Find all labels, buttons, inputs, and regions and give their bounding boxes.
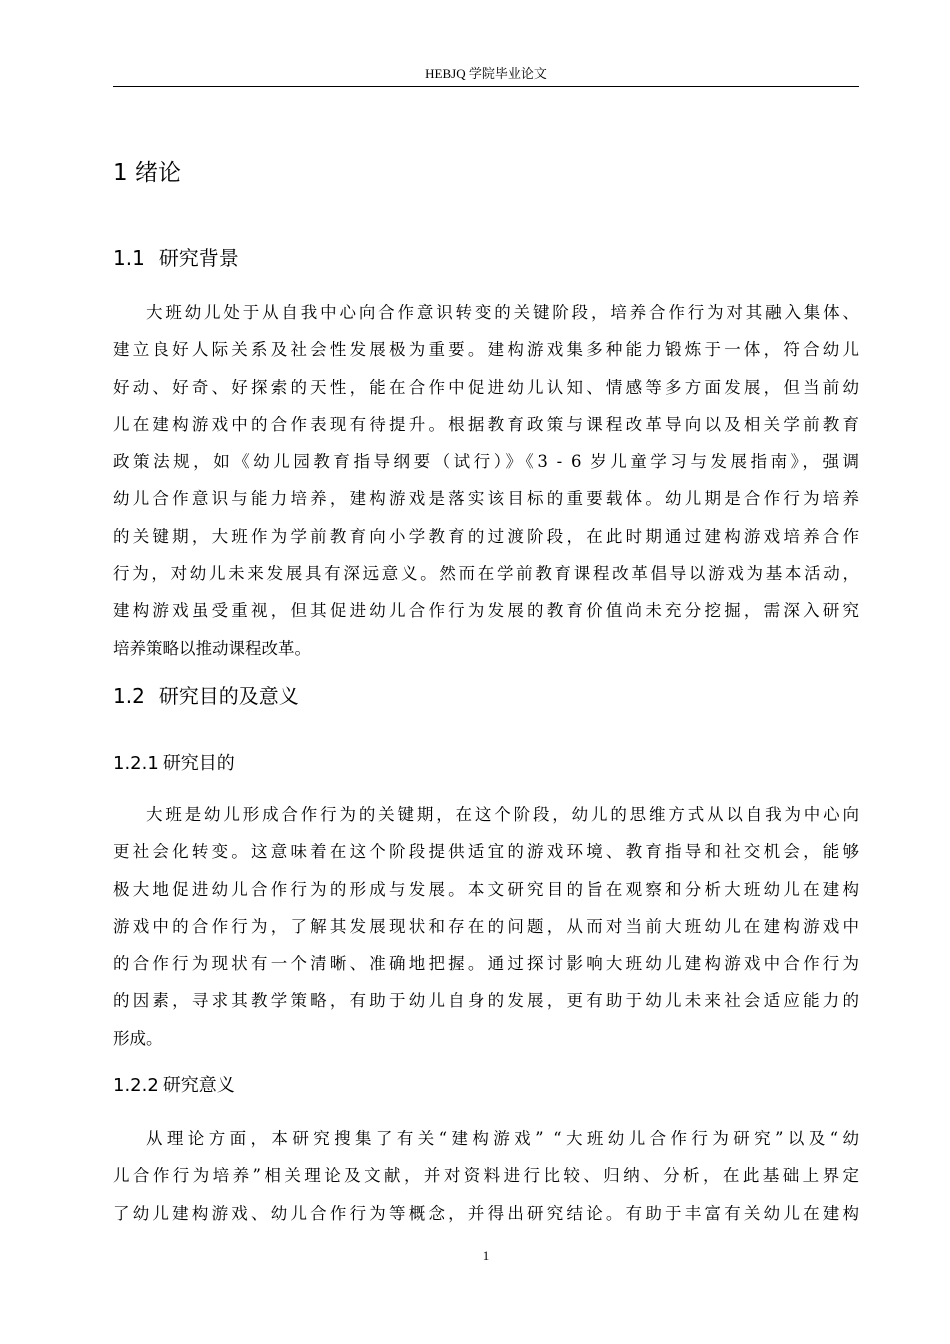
paragraph-line: 大班幼儿处于从自我中心向合作意识转变的关键阶段，培养合作行为对其融入集体、 <box>146 303 859 322</box>
paragraph-line: 好动、好奇、好探索的天性，能在合作中促进幼儿认知、情感等多方面发展，但当前幼 <box>113 377 859 397</box>
paragraph-research-significance <box>113 1120 859 1232</box>
section-title: 研究目的及意义 <box>158 684 299 708</box>
paragraph-line: 政策法规，如《幼儿园教育指导纲要（试行）》《3 - 6 岁儿童学习与发展指南》，强调 <box>113 452 859 472</box>
subsection-title: 研究目的 <box>162 753 235 774</box>
running-header: HEBJQ 学院毕业论文 <box>425 66 547 81</box>
paragraph-line: 从理论方面，本研究搜集了有关“建构游戏” “大班幼儿合作行为研究”以及“幼 <box>146 1129 859 1148</box>
paragraph-line: 建立良好人际关系及社会性发展极为重要。建构游戏集多种能力锻炼于一体，符合幼儿 <box>113 340 859 360</box>
subsection-number: 1.2.2 <box>113 1075 159 1096</box>
paragraph-line: 培养策略以推动课程改革。 <box>113 638 311 658</box>
paragraph-line: 游戏中的合作行为，了解其发展现状和存在的问题，从而对当前大班幼儿在建构游戏中 <box>113 916 859 936</box>
paragraph-line: 幼儿合作意识与能力培养，建构游戏是落实该目标的重要载体。幼儿期是合作行为培养 <box>113 489 859 509</box>
subsection-title: 研究意义 <box>162 1075 235 1096</box>
paragraph-line: 的合作行为现状有一个清晰、准确地把握。通过探讨影响大班幼儿建构游戏中合作行为 <box>113 954 859 974</box>
chapter-title: 1 绪论 <box>113 160 181 186</box>
section-heading-1-1 <box>113 244 239 272</box>
subsection-number: 1.2.1 <box>113 753 159 774</box>
section-heading-1-2 <box>113 682 299 710</box>
section-title: 研究背景 <box>158 246 239 270</box>
paragraph-research-purpose <box>113 796 859 1057</box>
paragraph-line: 行为，对幼儿未来发展具有深远意义。然而在学前教育课程改革倡导以游戏为基本活动， <box>113 564 859 584</box>
page-number: 1 <box>482 1248 490 1263</box>
subsection-heading-1-2-1 <box>113 751 235 777</box>
paragraph-line: 大班是幼儿形成合作行为的关键期，在这个阶段，幼儿的思维方式从以自我为中心向 <box>146 805 859 824</box>
paragraph-line: 儿合作行为培养”相关理论及文献，并对资料进行比较、归纳、分析，在此基础上界定 <box>113 1166 859 1186</box>
paragraph-line: 建构游戏虽受重视，但其促进幼儿合作行为发展的教育价值尚未充分挖掘，需深入研究 <box>113 601 859 621</box>
section-number: 1.2 <box>113 684 145 708</box>
subsection-heading-1-2-2 <box>113 1073 235 1099</box>
header-rule <box>113 86 859 87</box>
paragraph-line: 的关键期，大班作为学前教育向小学教育的过渡阶段，在此时期通过建构游戏培养合作 <box>113 526 859 546</box>
paragraph-research-background <box>113 294 859 667</box>
paragraph-line: 了幼儿建构游戏、幼儿合作行为等概念，并得出研究结论。有助于丰富有关幼儿在建构 <box>113 1203 859 1223</box>
paragraph-line: 更社会化转变。这意味着在这个阶段提供适宜的游戏环境、教育指导和社交机会，能够 <box>113 842 859 862</box>
paragraph-line: 极大地促进幼儿合作行为的形成与发展。本文研究目的旨在观察和分析大班幼儿在建构 <box>113 879 859 899</box>
section-number: 1.1 <box>113 246 145 270</box>
paragraph-line: 形成。 <box>113 1028 163 1048</box>
paragraph-line: 儿在建构游戏中的合作表现有待提升。根据教育政策与课程改革导向以及相关学前教育 <box>113 414 859 434</box>
paragraph-line: 的因素，寻求其教学策略，有助于幼儿自身的发展，更有助于幼儿未来社会适应能力的 <box>113 991 859 1011</box>
